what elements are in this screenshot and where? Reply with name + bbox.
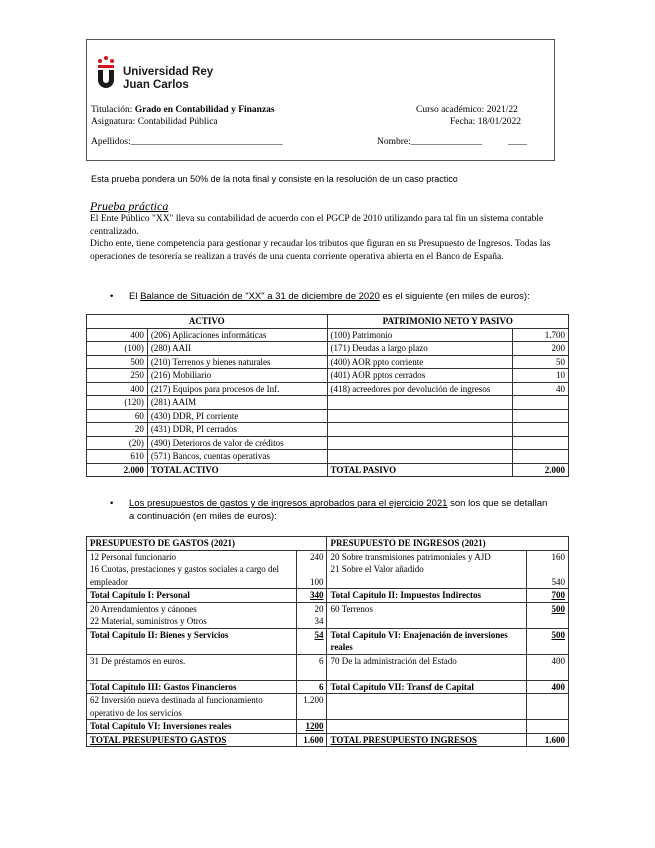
gastos-cap3-total: Total Capítulo III: Gastos Financieros [87, 680, 297, 694]
activo-amount: (120) [87, 396, 148, 410]
ingresos-cap6-amount: 500 [527, 602, 569, 628]
pasivo-amount [513, 409, 569, 423]
university-name: Universidad Rey Juan Carlos [123, 66, 214, 91]
pasivo-concept: (418) acreedores por devolución de ingresos [327, 382, 513, 396]
activo-amount: 400 [87, 382, 148, 396]
pasivo-amount: 10 [513, 369, 569, 383]
gastos-cap6-item: 62 Inversión nueva destinada al funcionamiento operativo de los servicios [87, 694, 297, 720]
ingresos-cap6-total-amt: 500 [527, 628, 569, 654]
apellidos-field[interactable]: Apellidos:________________________________ [91, 137, 283, 147]
ingresos-header: PRESUPUESTO DE INGRESOS (2021) [327, 537, 569, 551]
titulacion: Titulación: Grado en Contabilidad y Finanzas [91, 105, 275, 115]
gastos-cap6-total: Total Capítulo VI: Inversiones reales [87, 720, 297, 734]
balance-row [87, 436, 569, 450]
curso: Curso académico: 2021/22 [416, 105, 518, 115]
ingresos-cap7-total-amt: 400 [527, 680, 569, 694]
pasivo-concept [327, 436, 513, 450]
total-activo-label: TOTAL ACTIVO [147, 463, 327, 477]
ingresos-total: TOTAL PRESUPUESTO INGRESOS [327, 733, 527, 747]
pasivo-header: PATRIMONIO NETO Y PASIVO [327, 315, 569, 329]
pasivo-amount: 40 [513, 382, 569, 396]
activo-concept: (430) DDR, PI corriente [147, 409, 327, 423]
gastos-cap1-amounts: 240 100 [296, 550, 327, 589]
gastos-total: TOTAL PRESUPUESTO GASTOS [87, 733, 297, 747]
pasivo-concept [327, 409, 513, 423]
gastos-cap3-item: 31 De préstamos en euros. [87, 654, 297, 680]
activo-header: ACTIVO [87, 315, 328, 329]
section-title: Prueba práctica [90, 199, 169, 213]
bullet-2: Los presupuestos de gastos y de ingresos aprobados para el ejercicio 2021 son los que se detallan a continuación (en miles de euros): [129, 498, 548, 522]
ingresos-total-amt: 1.600 [527, 733, 569, 747]
ingresos-cap7-item: 70 De la administración del Estado [327, 654, 527, 680]
activo-concept: (571) Bancos, cuentas operativas [147, 450, 327, 464]
pasivo-amount: 1.700 [513, 328, 569, 342]
activo-concept: (217) Equipos para procesos de Inf. [147, 382, 327, 396]
asignatura: Asignatura: Contabilidad Pública [91, 117, 218, 127]
gastos-cap3-total-amt: 6 [296, 680, 327, 694]
nombre-extra: ____ [508, 137, 527, 147]
bullet-dot-2: • [110, 498, 114, 509]
activo-amount: (100) [87, 342, 148, 356]
ingresos-empty-2 [527, 694, 569, 720]
activo-amount: 500 [87, 355, 148, 369]
gastos-cap2-items: 20 Arrendamientos y cánones 22 Material, suministros y Otros [87, 602, 297, 628]
balance-row [87, 396, 569, 410]
activo-concept: (281) AAIM [147, 396, 327, 410]
pasivo-concept [327, 396, 513, 410]
total-pasivo-label: TOTAL PASIVO [327, 463, 513, 477]
bullet-1: El Balance de Situación de "XX" a 31 de diciembre de 2020 es el siguiente (en miles de euros): [129, 291, 530, 302]
pasivo-amount: 200 [513, 342, 569, 356]
pasivo-concept: (171) Deudas a largo plazo [327, 342, 513, 356]
activo-concept: (216) Mobiliario [147, 369, 327, 383]
activo-amount: 20 [87, 423, 148, 437]
balance-row [87, 450, 569, 464]
pasivo-concept: (401) AOR pptos cerrados [327, 369, 513, 383]
gastos-cap2-total: Total Capítulo II: Bienes y Servicios [87, 628, 297, 654]
balance-row [87, 355, 569, 369]
ingresos-cap6-item: 60 Terrenos [327, 602, 527, 628]
bullet-dot: • [110, 291, 114, 302]
pasivo-concept: (100) Patrimonio [327, 328, 513, 342]
ingresos-cap2-items: 20 Sobre transmisiones patrimoniales y AJD 21 Sobre el Valor añadido [327, 550, 527, 589]
pasivo-amount: 50 [513, 355, 569, 369]
activo-concept: (210) Terrenos y bienes naturales [147, 355, 327, 369]
gastos-cap1-total: Total Capítulo I: Personal [87, 589, 297, 603]
gastos-cap1-total-amt: 340 [296, 589, 327, 603]
pasivo-concept [327, 450, 513, 464]
ingresos-empty-4 [527, 720, 569, 734]
activo-concept: (280) AAII [147, 342, 327, 356]
balance-table [86, 314, 569, 477]
balance-row [87, 423, 569, 437]
ingresos-cap2-amounts: 160 540 [527, 550, 569, 589]
paragraph-2: Dicho ente, tiene competencia para gestionar y recaudar los tributos que figuran en su Presupuesto de Ingresos. Todas las operaciones de tesorería se realizan a través de una cuenta corriente operativa abierta en el Banco de España. [90, 239, 551, 262]
activo-concept: (490) Deterioros de valor de créditos [147, 436, 327, 450]
pasivo-concept [327, 423, 513, 437]
activo-amount: 400 [87, 328, 148, 342]
ingresos-cap7-amount: 400 [527, 654, 569, 680]
ingresos-empty-1 [327, 694, 527, 720]
balance-row [87, 369, 569, 383]
paragraph-1: El Ente Público "XX" lleva su contabilidad de acuerdo con el PGCP de 2010 utilizando para tal fin un sistema contable centralizado. [90, 214, 544, 237]
activo-amount: 250 [87, 369, 148, 383]
activo-amount: 60 [87, 409, 148, 423]
gastos-cap1-items: 12 Personal funcionario 16 Cuotas, prestaciones y gastos sociales a cargo del empleador [87, 550, 297, 589]
gastos-cap2-amounts: 20 34 [296, 602, 327, 628]
pasivo-amount [513, 423, 569, 437]
activo-concept: (206) Aplicaciones informáticas [147, 328, 327, 342]
gastos-total-amt: 1.600 [296, 733, 327, 747]
ingresos-cap6-total: Total Capítulo VI: Enajenación de inversiones reales [327, 628, 527, 654]
balance-row [87, 328, 569, 342]
pasivo-amount [513, 396, 569, 410]
gastos-header: PRESUPUESTO DE GASTOS (2021) [87, 537, 327, 551]
ingresos-cap2-total-amt: 700 [527, 589, 569, 603]
budget-table [86, 536, 569, 747]
intro-text: Esta prueba pondera un 50% de la nota final y consiste en la resolución de un caso practico [91, 174, 458, 184]
ingresos-empty-3 [327, 720, 527, 734]
balance-row [87, 409, 569, 423]
activo-amount: 610 [87, 450, 148, 464]
gastos-cap6-total-amt: 1200 [296, 720, 327, 734]
gastos-cap2-total-amt: 54 [296, 628, 327, 654]
gastos-cap6-amount: 1.200 [296, 694, 327, 720]
pasivo-amount [513, 436, 569, 450]
total-activo-amount: 2.000 [87, 463, 148, 477]
activo-concept: (431) DDR, PI cerrados [147, 423, 327, 437]
ingresos-cap2-total: Total Capítulo II: Impuestos Indirectos [327, 589, 527, 603]
university-logo-icon [95, 55, 117, 89]
balance-row [87, 382, 569, 396]
ingresos-cap7-total: Total Capítulo VII: Transf de Capital [327, 680, 527, 694]
pasivo-concept: (400) AOR ppto corriente [327, 355, 513, 369]
total-pasivo-amount: 2.000 [513, 463, 569, 477]
balance-row [87, 342, 569, 356]
nombre-field[interactable]: Nombre:_______________ [377, 137, 483, 147]
gastos-cap3-amount: 6 [296, 654, 327, 680]
activo-amount: (20) [87, 436, 148, 450]
pasivo-amount [513, 450, 569, 464]
fecha: Fecha: 18/01/2022 [450, 117, 521, 127]
